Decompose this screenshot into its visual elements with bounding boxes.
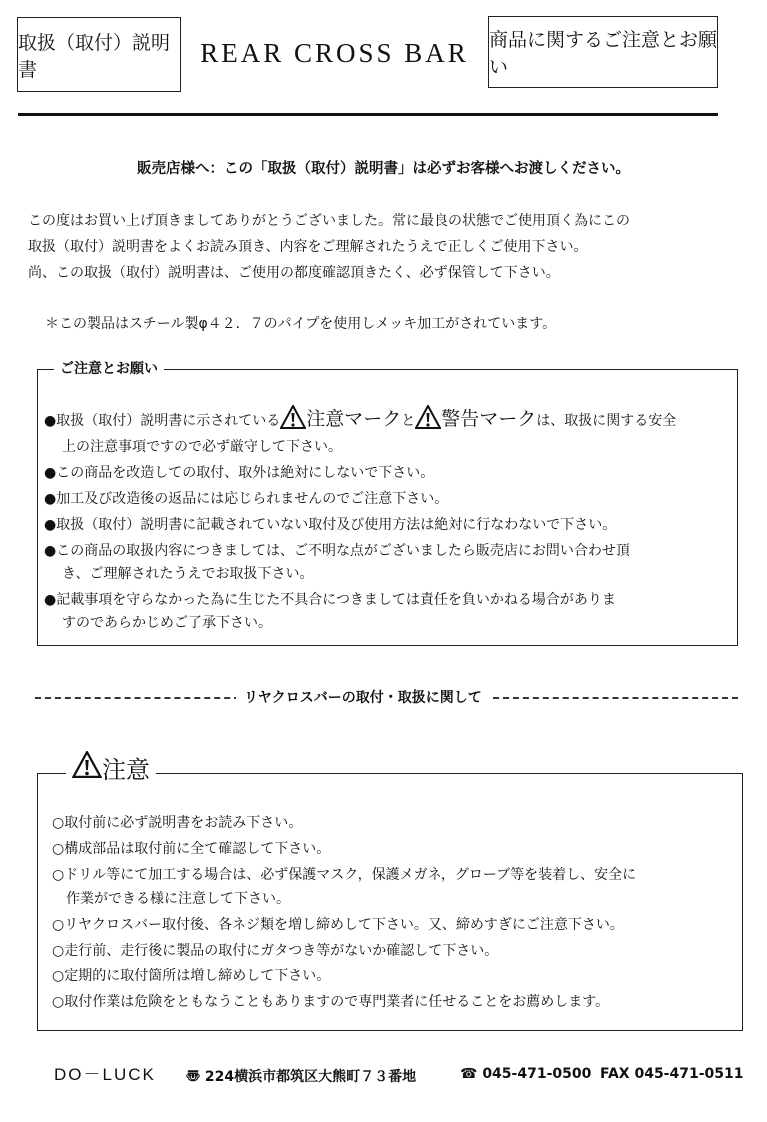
caution-label — [66, 750, 156, 785]
dealer-note: 販売店様へ：この「取扱（取付）説明書」は必ずお客様へお渡しください。 — [137, 161, 630, 177]
circle-bullet-icon: ○ — [52, 815, 65, 831]
company-phone: ☎ 045-471-0500 — [460, 1066, 592, 1082]
warning-triangle-icon — [280, 405, 306, 433]
caution-item-7: ○取付作業は危険をともなうこともありますので専門業者に任せることをお薦めします。 — [52, 994, 610, 1010]
notes-item-2: ●この商品を改造しての取付、取外は絶対にしないで下さい。 — [44, 465, 435, 481]
bullet-icon: ● — [44, 517, 57, 533]
caution-item-6: ○定期的に取付箇所は増し締めして下さい。 — [52, 968, 331, 984]
circle-bullet-icon: ○ — [52, 841, 65, 857]
notes-label: ご注意とお願い — [54, 358, 164, 378]
notes-item-1-cont: 上の注意事項ですので必ず厳守して下さい。 — [62, 439, 342, 455]
company-address: 〠 224横浜市都筑区大熊町７３番地 — [186, 1069, 417, 1085]
caution-item-5: ○走行前、走行後に製品の取付にガタつき等がないか確認して下さい。 — [52, 943, 499, 959]
manual-title-text: 取扱（取付）説明書 — [18, 31, 171, 81]
product-title: REAR CROSS BAR — [200, 38, 469, 68]
notice-title-box — [488, 16, 718, 88]
bullet-icon: ● — [44, 465, 57, 481]
notes-item-6-cont: すのであらかじめご了承下さい。 — [62, 615, 272, 631]
circle-bullet-icon: ○ — [52, 994, 65, 1010]
notes-item-3: ●加工及び改造後の返品には応じられませんのでご注意下さい。 — [44, 491, 449, 507]
intro-line-1: この度はお買い上げ頂きましてありがとうございました。常に最良の状態でご使用頂く為にこの — [28, 213, 630, 229]
company-name: DO－LUCK — [54, 1065, 156, 1084]
caution-item-1: ○取付前に必ず説明書をお読み下さい。 — [52, 815, 303, 831]
notes-item-6: ●記載事項を守らなかった為に生じた不具合につきましては責任を負いかねる場合がありま — [44, 592, 616, 608]
notes-item-4: ●取扱（取付）説明書に記載されていない取付及び使用方法は絶対に行なわないで下さい。 — [44, 517, 617, 533]
circle-bullet-icon: ○ — [52, 943, 65, 959]
section-title: リヤクロスバーの取付・取扱に関して — [236, 687, 490, 707]
caution-item-3: ○ドリル等にて加工する場合は、必ず保護マスク，保護メガネ，グローブ等を装着し、安全に — [52, 867, 637, 883]
warning-mark-text: 警告マーク — [441, 408, 537, 430]
caution-mark-text: 注意マーク — [306, 408, 402, 430]
circle-bullet-icon: ○ — [52, 867, 65, 883]
warning-triangle-icon — [415, 405, 441, 433]
notes-item-5-cont: き、ご理解されたうえでお取扱下さい。 — [62, 566, 314, 582]
bullet-icon: ● — [44, 543, 57, 559]
notes-item-5: ●この商品の取扱内容につきましては、ご不明な点がございましたら販売店にお問い合わせ頂 — [44, 543, 630, 559]
circle-bullet-icon: ○ — [52, 968, 65, 984]
intro-line-3: 尚、この取扱（取付）説明書は、ご使用の都度確認頂きたく、必ず保管して下さい。 — [28, 265, 560, 281]
manual-title-box — [17, 17, 181, 92]
caution-item-4: ○リヤクロスバー取付後、各ネジ類を増し締めして下さい。又、締めすぎにご注意下さい。 — [52, 917, 624, 933]
circle-bullet-icon: ○ — [52, 917, 65, 933]
material-note: ＊この製品はスチール製φ４２．７のパイプを使用しメッキ加工がされています。 — [45, 316, 557, 332]
header-rule — [18, 113, 718, 116]
caution-item-2: ○構成部品は取付前に全て確認して下さい。 — [52, 841, 331, 857]
bullet-icon: ● — [44, 592, 57, 608]
intro-line-2: 取扱（取付）説明書をよくお読み頂き、内容をご理解されたうえで正しくご使用下さい。 — [28, 239, 588, 255]
warning-triangle-icon — [72, 751, 102, 784]
notice-title-text: 商品に関するご注意とお願い — [489, 29, 718, 78]
bullet-icon: ● — [44, 413, 57, 429]
notes-item-1: ●取扱（取付）説明書に示されている 注意マークと 警告マークは、取扱に関する安全 — [44, 404, 676, 433]
company-fax: FAX 045-471-0511 — [600, 1066, 744, 1082]
caution-label-text: 注意 — [102, 756, 150, 784]
caution-item-3-cont: 作業ができる様に注意して下さい。 — [66, 891, 290, 907]
bullet-icon: ● — [44, 491, 57, 507]
